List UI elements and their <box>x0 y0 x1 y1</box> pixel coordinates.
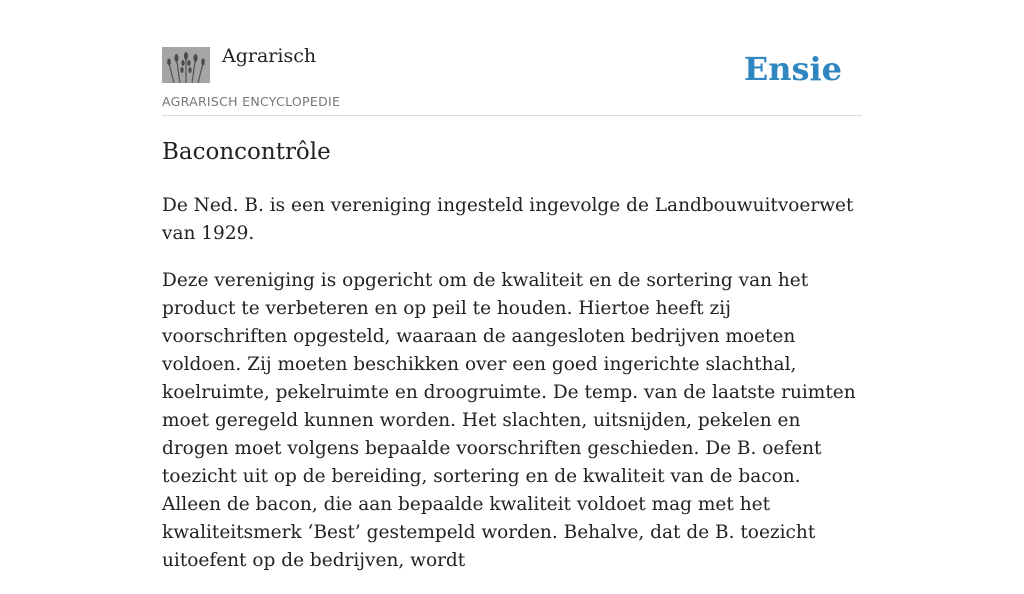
site-header <box>162 0 862 116</box>
content-container <box>162 0 862 571</box>
article-paragraph: Deze vereniging is opgericht om de kwaliteit en de sortering van het product te verbeteren en op peil te houden. Hiertoe heeft zij voorschriften opgesteld, waaraan de aangesloten bedrijven moeten voldoen. Zij moeten beschikken over een goed ingerichte slachthal, koelruimte, pekelruimte en droogruimte. De temp. van de laatste ruimten moet geregeld kunnen worden. Het slachten, uitsnijden, pekelen en drogen moet volgens bepaalde voorschriften geschieden. De B. oefent toezicht uit op de bereiding, sortering en de kwaliteit van de bacon. Alleen de bacon, die aan bepaalde kwaliteit voldoet mag met het kwaliteitsmerk ‘Best’ gestempeld worden. Behalve, dat de B. toezicht uitoefent op de bedrijven, wordt <box>162 270 856 571</box>
site-name-link[interactable]: Agrarisch <box>222 45 317 67</box>
site-subtitle: AGRARISCH ENCYCLOPEDIE <box>162 94 341 109</box>
wheat-icon[interactable] <box>162 47 210 83</box>
article-body <box>162 192 862 594</box>
page-title: Baconcontrôle <box>162 139 331 165</box>
article-paragraph: De Ned. B. is een vereniging ingesteld ingevolge de Landbouwuitvoerwet van 1929. <box>162 195 854 244</box>
brand-logo-link[interactable]: Ensie <box>743 50 842 88</box>
